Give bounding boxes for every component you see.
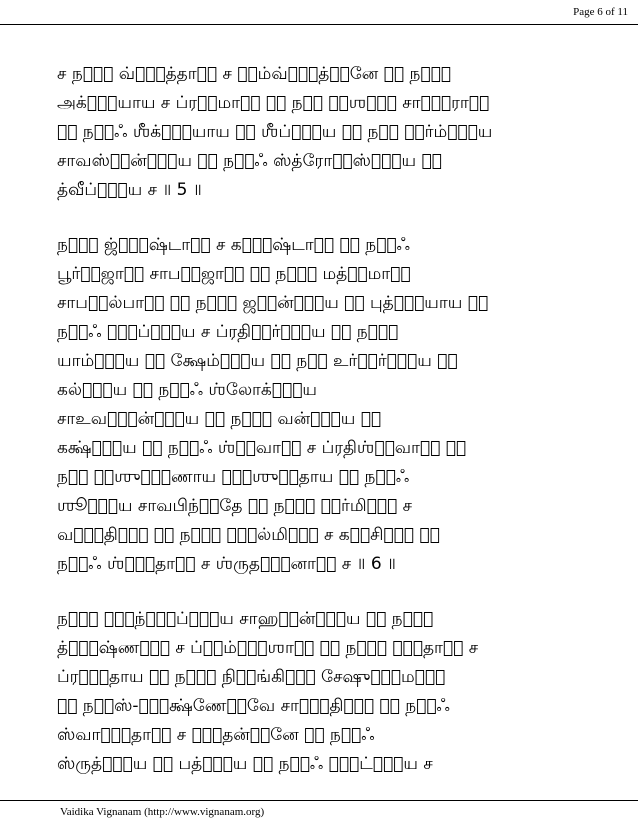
- verse-line: ச॒ நம॑ஸ்-தீ॒க்ஷ்ணேஷ॑வே சாயு॒தினே॑ ச॒ நம॑ஃ: [57, 696, 450, 716]
- verse-line: சாவஸ்வ॒ன்யா॑ய ச॒ நம॑ஃ ஸ்த்ரோத॒ஸ்யா॑ய ச॒: [57, 151, 442, 171]
- verse-line: கக்ஷ்யா॑ய ச॒ நம॑ஃ ஶ்ர॒வாய॑ ச ப்ரதிஶ்ர॒வாய॑ ச॒: [57, 438, 467, 458]
- verse-line: ஸ்ருத்யா॑ய ச॒ பத்யா॑ய ச॒ நம॑ஃ கா॒ட்யா॑ய ச: [57, 754, 433, 774]
- verse-line: வரூ॒தினே॑ ச॒ நமோ॑ பி॒ல்மினே॑ ச கவ॒சினே॑ ச॒: [57, 525, 440, 545]
- verse-line: யாம்யா॑ய ச॒ க்ஷேம்யா॑ய ச॒ நம॑ உர்வ॒ர்யா॑ய ச॒: [57, 351, 458, 371]
- verse-line: ஶூரா॑ய சாவபிந்த॒தே ச॒ நமோ॑ வ॒ர்மிணே॑ ச: [57, 496, 413, 516]
- verse-line: நம॑ ஆ॒ஶுஷே॑ணாய சா॒ஶுர॑தாய ச॒ நம॒ஃ: [57, 467, 410, 487]
- verse-line: பூர்வ॒ஜாய॑ சாபர॒ஜாய॑ ச॒ நமோ॑ மத்ய॒மாய॑: [57, 264, 411, 284]
- stanza-5: [57, 60, 617, 205]
- stanza-6: [57, 231, 617, 579]
- verse-line: ச நமோ॑ வ்ரு॒த்தாய॑ ச ஸ॒ம்வ்ரு॒த்வ॑னே ச॒ நமோ॒: [57, 64, 451, 84]
- stanza-7: [57, 605, 617, 779]
- verse-line: ஸ்வாயு॒தாய॑ ச ஸு॒தன்வ॑னே ச॒ நம॒ஃ: [57, 725, 375, 745]
- document-body: [57, 60, 617, 805]
- page-number: Page 6 of 11: [573, 6, 628, 18]
- verse-line: ச॒ நம॒ஃ ஶீக்ரி॑யாய ச॒ ஶீப்யா॑ய ச॒ நம॑ ஊ॒ர்ம்யா॑ய: [57, 122, 493, 142]
- verse-line: நமோ॑ ஜ்யே॒ஷ்டாய॑ ச கனி॒ஷ்டாய॑ ச॒ நம॑ஃ: [57, 235, 410, 255]
- verse-line: சாபக॒ல்பாய॑ ச॒ நமோ॑ ஜக॒ன்யா॑ய ச॒ புத்னி॑யாய ச॒: [57, 293, 489, 313]
- verse-line: த்ரு॒ஷ்ணவே॑ ச ப்ர॒ம்ரு॒ஶாய॑ ச॒ நமோ॑ தூ॒தாய॑ ச: [57, 638, 479, 658]
- verse-line: நம॑ஃ ஸோ॒ப்யா॑ய ச ப்ரதிஸ॒ர்யா॑ய ச॒ நமோ॒: [57, 322, 399, 342]
- verse-line: நம॑ஃ ஶ்ரு॒தாய॑ ச ஶ்ருதஸே॒னாய॒ ச ॥ 6 ॥: [57, 554, 396, 574]
- verse-line: நமோ॑ து॒ந்து॒ப்யா॑ய சாஹன॒ன்யா॑ய ச॒ நமோ॑: [57, 609, 434, 629]
- verse-line: ப்ரஹி॑தாய ச॒ நமோ॑ நிஷ॒ங்கிணே॑ சேஷுதி॒மதே॑: [57, 667, 446, 687]
- verse-line: அக்ரி॑யாய ச ப்ரத॒மாய॑ ச॒ நம॑ ஆ॒ஶவே॑ சாஜி॒ராய॑: [57, 93, 490, 113]
- footer-rule: [0, 800, 638, 801]
- footer-credit: Vaidika Vignanam (http://www.vignanam.org): [60, 806, 265, 818]
- header-rule: [0, 24, 638, 25]
- verse-line: கல்யா॑ய ச॒ நம॒ஃ ஶ்லோக்யா॑ய: [57, 380, 317, 400]
- verse-line: சாஉவஸா॒ன்யா॑ய ச॒ நமோ॒ வன்யா॑ய ச॒: [57, 409, 382, 429]
- verse-line: த்வீப்யா॑ய ச ॥ 5 ॥: [57, 180, 202, 200]
